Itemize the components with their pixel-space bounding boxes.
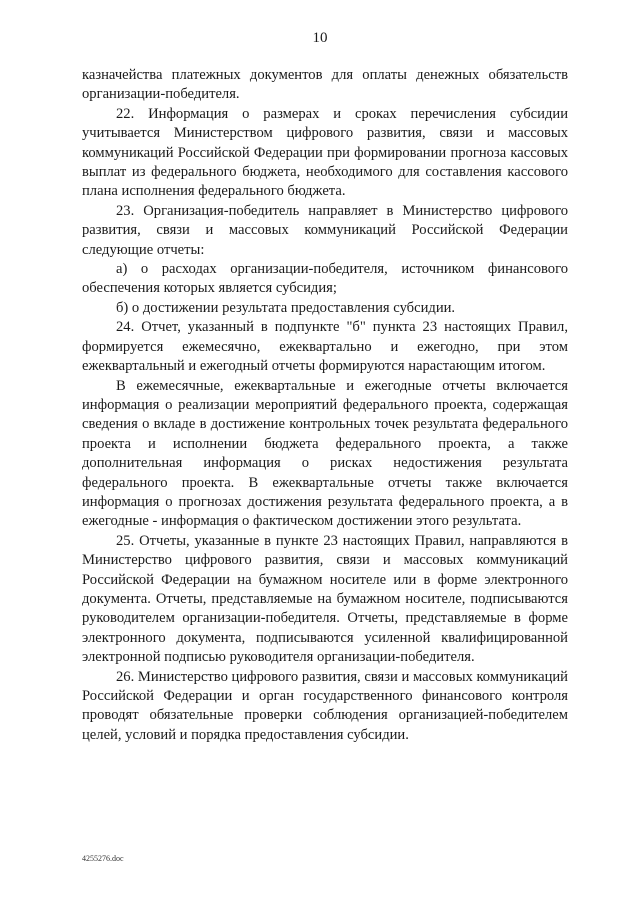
paragraph-22: 22. Информация о размерах и сроках перечисления субсидии учитывается Министерством цифрового развития, связи и массовых коммуникаций Российской Федерации при формировании прогноза кассовых выплат из федерального бюджета, необходимого для составления кассового плана исполнения федерального бюджета. [82,105,568,200]
paragraph-23: 23. Организация-победитель направляет в Министерство цифрового развития, связи и массовых коммуникаций Российской Федерации следующие отчеты: [82,202,568,258]
paragraph-25: 25. Отчеты, указанные в пункте 23 настоящих Правил, направляются в Министерство цифрового развития, связи и массовых коммуникаций Российской Федерации на бумажном носителе или в форме электронного документа. Отчеты, представляемые на бумажном носителе, подписываются руководителем организации-победителя. Отчеты, представляемые в форме электронного документа, подписываются усиленной квалифицированной электронной подписью руководителя организации-победителя. [82,532,568,666]
paragraph-24: 24. Отчет, указанный в подпункте "б" пункта 23 настоящих Правил, формируется ежемесячно, ежеквартально и ежегодно, при этом ежеквартальный и ежегодный отчеты формируются нарастающим итогом. [82,319,568,375]
document-body [82,66,568,745]
paragraph-continuation: казначейства платежных документов для оплаты денежных обязательств организации-победителя. [82,67,568,103]
paragraph-26: 26. Министерство цифрового развития, связи и массовых коммуникаций Российской Федерации и орган государственного финансового контроля проводят обязательные проверки соблюдения организацией-победителем целей, условий и порядка предоставления субсидии. [82,668,568,743]
paragraph-23-b: б) о достижении результата предоставления субсидии. [116,299,456,316]
footer-filename: 4255276.doc [82,854,124,863]
page-number: 10 [312,30,328,46]
paragraph-23-a: а) о расходах организации-победителя, источником финансового обеспечения которых является субсидия; [82,261,568,297]
paragraph-24-reports: В ежемесячные, ежеквартальные и ежегодные отчеты включается информация о реализации мероприятий федерального проекта, содержащая сведения о вкладе в достижение контрольных точек результата федерального проекта и исполнении бюджета федерального проекта, а также дополнительная информация о рисках недостижения результата федерального проекта. В ежеквартальные отчеты также включается информация о прогнозах достижения результата федерального проекта, а в ежегодные - информация о фактическом достижении этого результата. [82,377,568,530]
